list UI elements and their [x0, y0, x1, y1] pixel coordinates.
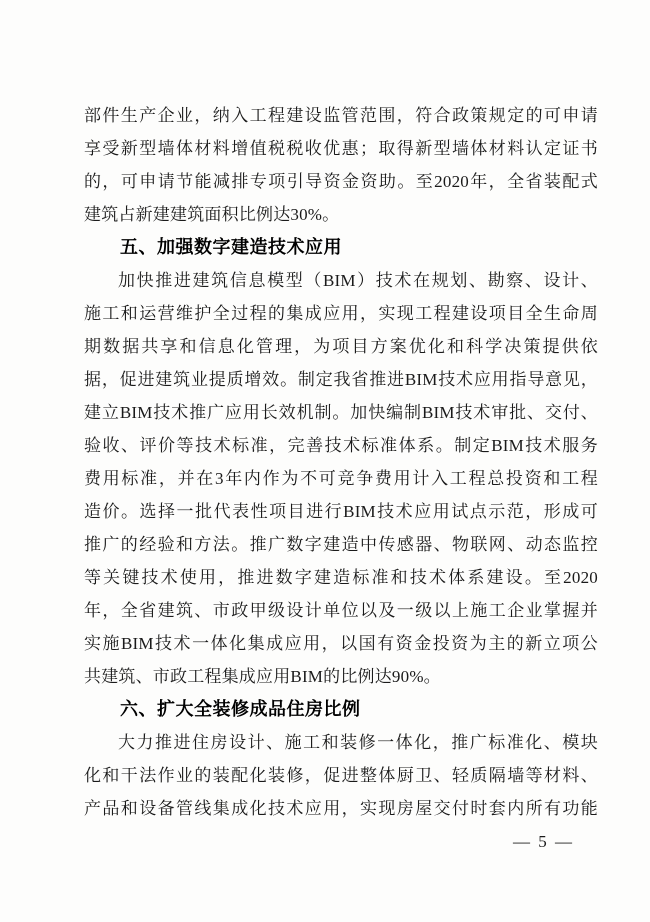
text-column	[84, 99, 598, 825]
body-line: 部件生产企业，纳入工程建设监管范围，符合政策规定的可申请	[84, 106, 598, 125]
body-line: 验收、评价等技术标准，完善技术标准体系。制定BIM技术服务	[84, 436, 598, 455]
body-line: 化和干法作业的装配化装修，促进整体厨卫、轻质隔墙等材料、	[84, 766, 598, 785]
body-line: 共建筑、市政工程集成应用BIM的比例达90%。	[84, 667, 441, 686]
body-line: 期数据共享和信息化管理，为项目方案优化和科学决策提供依	[84, 337, 598, 356]
body-line: 的，可申请节能减排专项引导资金资助。至2020年，全省装配式	[84, 172, 598, 191]
body-line: 据，促进建筑业提质增效。制定我省推进BIM技术应用指导意见，	[84, 370, 598, 389]
body-line: 推广的经验和方法。推广数字建造中传感器、物联网、动态监控	[84, 535, 598, 554]
body-line: 等关键技术使用，推进数字建造标准和技术体系建设。至2020	[84, 568, 598, 587]
body-line: 产品和设备管线集成化技术应用，实现房屋交付时套内所有功能	[84, 799, 598, 818]
body-line: 加快推进建筑信息模型（BIM）技术在规划、勘察、设计、	[118, 271, 598, 290]
body-line: 享受新型墙体材料增值税税收优惠；取得新型墙体材料认定证书	[84, 139, 598, 158]
body-line: 费用标准，并在3年内作为不可竞争费用计入工程总投资和工程	[84, 469, 598, 488]
paragraph	[84, 726, 598, 825]
section-heading-6: 六、扩大全装修成品住房比例	[120, 699, 361, 719]
body-line: 建筑占新建建筑面积比例达30%。	[84, 205, 340, 224]
body-line: 造价。选择一批代表性项目进行BIM技术应用试点示范，形成可	[84, 502, 598, 521]
body-line: 建立BIM技术推广应用长效机制。加快编制BIM技术审批、交付、	[84, 403, 598, 422]
paragraph	[84, 264, 598, 693]
paragraph	[84, 99, 598, 231]
body-line: 实施BIM技术一体化集成应用，以国有资金投资为主的新立项公	[84, 634, 598, 653]
body-line: 年，全省建筑、市政甲级设计单位以及一级以上施工企业掌握并	[84, 601, 598, 620]
body-line: 大力推进住房设计、施工和装修一体化，推广标准化、模块	[118, 733, 598, 752]
section-heading-5: 五、加强数字建造技术应用	[120, 237, 342, 257]
body-line: 施工和运营维护全过程的集成应用，实现工程建设项目全生命周	[84, 304, 598, 323]
page-number: — 5 —	[513, 832, 574, 851]
